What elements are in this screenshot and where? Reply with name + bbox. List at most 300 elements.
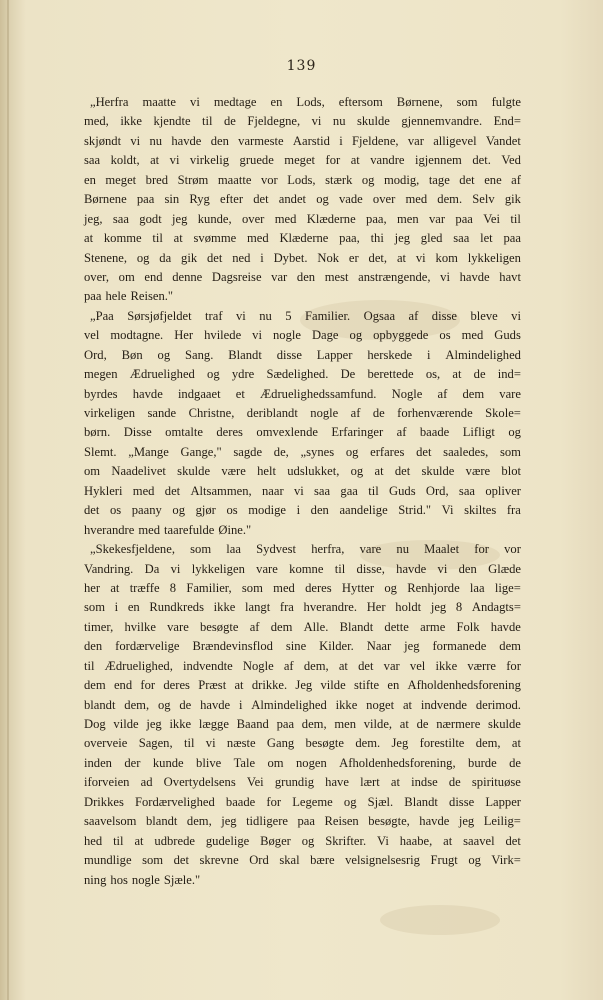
word: „Herfra — [90, 95, 129, 109]
word: havde — [459, 269, 490, 284]
word: modtagne. — [110, 328, 164, 343]
word: være — [221, 464, 246, 479]
word: Skrifter. — [325, 833, 367, 848]
word: jeg — [221, 814, 237, 829]
word: at — [511, 736, 521, 751]
word: gik — [181, 250, 198, 265]
text-line — [84, 657, 521, 676]
word: fulgte — [491, 95, 521, 109]
word: Frugt — [430, 853, 458, 868]
word: Strøm — [177, 172, 209, 187]
text-line — [84, 249, 521, 268]
text-line — [84, 540, 521, 559]
word: fra — [279, 600, 294, 615]
word: vilde, — [363, 717, 393, 731]
word: sine — [285, 639, 307, 654]
word: deriblandt — [246, 406, 298, 420]
word: derimod. — [475, 697, 521, 712]
word: End= — [493, 114, 521, 129]
word: Christne, — [188, 406, 235, 420]
word: eftersom — [338, 95, 383, 109]
word: paa, — [366, 211, 387, 226]
text-line — [84, 637, 521, 656]
word: skrevne — [199, 853, 239, 868]
word: i — [238, 697, 243, 712]
word: Lifligt — [462, 425, 495, 440]
text-line — [84, 365, 521, 384]
word: De — [340, 367, 356, 382]
word: paa, — [339, 231, 360, 246]
text-line — [84, 676, 521, 695]
word: Ord — [249, 853, 269, 868]
word: Sædelighed. — [266, 367, 329, 382]
word: opbyggede — [373, 328, 429, 343]
word: de, — [273, 444, 289, 459]
paper-stain — [380, 905, 500, 935]
word: hos — [110, 872, 128, 887]
text-line — [84, 93, 521, 112]
word: dem. — [355, 736, 381, 751]
word: Tale — [233, 755, 256, 770]
word: en — [270, 95, 283, 109]
text-line — [84, 734, 521, 753]
word: næste — [226, 736, 256, 751]
text-line — [84, 307, 521, 326]
word: Virk= — [491, 853, 521, 868]
word: Hytter — [341, 580, 375, 595]
word: og — [343, 794, 357, 809]
word: da — [159, 250, 172, 265]
word: og — [157, 697, 171, 712]
word: Ædruelighed — [129, 367, 195, 382]
word: og — [207, 367, 220, 382]
word: dem, — [186, 814, 212, 829]
word: Almindelighed — [251, 697, 327, 712]
word: nærmere — [436, 717, 481, 731]
word: Ryg — [189, 192, 210, 207]
word: skulde — [177, 464, 211, 479]
word: Fjeldene, — [352, 133, 399, 148]
word: Nogle — [242, 658, 274, 673]
word: det. — [472, 153, 491, 168]
word: det — [253, 192, 269, 207]
word: os — [226, 503, 238, 518]
word: naar — [261, 483, 284, 498]
word: den — [458, 561, 477, 576]
word: til — [152, 231, 163, 246]
word: ikke — [435, 658, 458, 673]
word: saa — [314, 483, 331, 498]
word: arme — [420, 619, 446, 634]
word: saa — [453, 231, 470, 246]
word: vi — [169, 153, 180, 168]
word: Blandt — [404, 794, 438, 809]
word: megen — [84, 367, 118, 382]
text-line — [84, 423, 521, 442]
word: Lapper — [316, 347, 353, 362]
word: mundlige — [84, 853, 132, 868]
word: Gang — [266, 736, 295, 751]
word: Aarstid — [292, 133, 330, 148]
word: herskede — [367, 347, 413, 362]
word: Alle. — [303, 619, 329, 634]
word: stifte — [353, 678, 380, 693]
word: skiltes — [464, 503, 497, 518]
word: „Skekesfjeldene, — [90, 542, 175, 557]
word: var — [383, 658, 400, 673]
word: hverandre. — [303, 600, 358, 615]
text-line — [84, 832, 521, 851]
word: vi — [437, 561, 448, 576]
word: skulde — [356, 114, 390, 129]
word: jeg — [394, 231, 411, 246]
word: at — [134, 833, 144, 848]
word: denne — [172, 269, 203, 284]
word: Børnene — [84, 192, 127, 207]
word: vi — [415, 250, 426, 265]
word: Ogsaa — [363, 308, 396, 323]
word: saa — [84, 153, 101, 168]
word: som — [499, 444, 521, 459]
word: Sjæl. — [367, 794, 394, 809]
word: at — [84, 231, 94, 246]
text-line — [84, 618, 521, 637]
word: i — [296, 503, 301, 518]
word: indvendte — [183, 658, 233, 673]
word: Jeg — [295, 678, 313, 693]
word: skal — [279, 853, 300, 868]
word: nogen — [295, 755, 327, 770]
word: Ord, — [425, 483, 449, 498]
word: nogle — [310, 406, 339, 420]
word: Nogle — [391, 386, 423, 401]
word: af — [350, 406, 361, 420]
word: det — [394, 464, 411, 479]
word: Børnene, — [396, 95, 443, 109]
word: med — [405, 192, 428, 207]
word: ind= — [497, 367, 521, 382]
word: Reisen." — [130, 289, 174, 304]
text-line — [84, 773, 521, 792]
word: Guds — [494, 328, 521, 343]
word: vi — [235, 308, 246, 323]
word: helt — [257, 464, 276, 479]
text-line — [84, 715, 521, 734]
word: ikke — [213, 600, 236, 615]
word: er — [348, 250, 359, 265]
word: nu — [259, 308, 272, 323]
word: „Mange — [128, 444, 169, 459]
word: Brændevinsflod — [192, 639, 273, 654]
word: jeg — [404, 639, 420, 654]
word: af — [437, 386, 448, 401]
word: vel — [84, 328, 100, 343]
word: Afholdenhedsforening — [407, 678, 521, 693]
word: de — [223, 114, 236, 129]
word: Drikkes — [84, 794, 124, 809]
word: fra — [506, 503, 521, 518]
word: vare — [499, 386, 521, 401]
word: vi — [440, 269, 450, 284]
word: ikke — [120, 114, 142, 129]
word: jeg — [458, 814, 475, 829]
word: over — [242, 211, 265, 226]
word: Vandet — [485, 133, 521, 148]
word: den — [84, 639, 103, 654]
word: dem — [462, 386, 485, 401]
word: Kilder. — [319, 639, 354, 654]
word: os — [109, 503, 122, 518]
text-line — [84, 132, 521, 151]
word: det — [416, 444, 432, 459]
text-line — [84, 871, 521, 890]
word: ene — [484, 172, 502, 187]
word: gik — [504, 192, 521, 207]
word: virkeligen — [84, 406, 136, 420]
word: og — [384, 580, 397, 595]
word: dem — [270, 619, 293, 634]
word: at — [150, 153, 160, 168]
word: ning — [84, 872, 107, 887]
word: Reisen — [324, 814, 359, 829]
text-line — [84, 112, 521, 131]
word: bleve — [470, 308, 498, 323]
text-line — [84, 812, 521, 831]
word: nu — [396, 542, 409, 557]
word: Nok — [317, 250, 340, 265]
word: vi — [511, 308, 521, 323]
word: Folk — [456, 619, 480, 634]
word: Vi — [377, 833, 389, 848]
word: over — [372, 192, 396, 207]
word: deres — [305, 580, 332, 595]
word: udbrede — [154, 833, 195, 848]
word: tidligere — [246, 814, 289, 829]
word: byrdes — [84, 386, 118, 401]
word: og — [350, 464, 364, 479]
text-line — [84, 521, 521, 540]
word: Fordærvelighed — [135, 794, 215, 809]
word: til — [84, 658, 95, 673]
word: blandt — [145, 814, 178, 829]
word: saa — [112, 211, 129, 226]
word: de — [179, 697, 192, 712]
word: værre — [467, 658, 497, 673]
word: dette — [384, 619, 409, 634]
word: paa — [84, 289, 102, 304]
word: medtage — [213, 95, 257, 109]
word: at — [234, 678, 244, 693]
word: vi — [170, 561, 181, 576]
word: os — [439, 328, 451, 343]
word: og — [508, 425, 521, 440]
word: af — [249, 619, 260, 634]
word: meget — [284, 153, 316, 168]
word: kom — [435, 250, 458, 265]
word: at — [396, 250, 407, 265]
word: nu — [149, 133, 163, 148]
word: med, — [84, 114, 109, 129]
word: de — [448, 775, 461, 790]
word: os, — [425, 367, 441, 382]
word: et — [235, 386, 245, 401]
word: anstrængende, — [358, 269, 431, 284]
word: omvexlende — [256, 425, 318, 440]
word: være — [465, 464, 491, 479]
word: „synes — [300, 444, 335, 459]
word: indgaaet — [177, 386, 221, 401]
word: „Paa — [90, 308, 114, 323]
text-line — [84, 346, 521, 365]
word: disse — [431, 308, 457, 323]
word: godt — [139, 211, 162, 226]
word: vare — [256, 561, 278, 576]
word: Her — [174, 328, 194, 343]
word: Naadelivet — [111, 464, 166, 479]
word: indvende — [420, 697, 468, 712]
word: at — [443, 833, 453, 848]
word: vi — [205, 736, 216, 751]
word: saavelsom — [84, 814, 137, 829]
word: andet — [278, 192, 307, 207]
word: forhenværende — [397, 406, 473, 420]
text-line — [84, 501, 521, 520]
word: svømme — [193, 231, 237, 246]
word: om — [118, 269, 135, 284]
word: erfares — [370, 444, 405, 459]
word: for — [266, 794, 282, 809]
word: Klæderne — [279, 231, 329, 246]
word: at — [399, 717, 409, 731]
word: ydre — [231, 367, 255, 382]
word: med — [138, 522, 161, 537]
word: modige — [248, 503, 287, 518]
word: det — [459, 172, 475, 187]
word: Ved — [501, 153, 521, 168]
word: og — [468, 853, 481, 868]
word: Renhjorde — [407, 580, 460, 595]
word: inden — [84, 755, 112, 770]
word: disse — [449, 794, 475, 809]
word: lige= — [494, 580, 521, 595]
word: til — [334, 561, 346, 576]
word: kjendte — [153, 114, 191, 129]
word: paa — [136, 192, 155, 207]
text-line — [84, 404, 521, 423]
word: at — [350, 153, 360, 168]
word: en — [387, 678, 400, 693]
word: gled — [420, 231, 443, 246]
word: det — [173, 853, 189, 868]
word: blandt — [84, 697, 116, 712]
body-text — [84, 93, 521, 890]
word: dem, — [303, 658, 329, 673]
word: og — [349, 328, 363, 343]
word: vor — [260, 172, 278, 187]
word: lært — [360, 775, 380, 790]
word: lægge — [198, 717, 229, 731]
text-line — [84, 210, 521, 229]
word: til — [368, 483, 379, 498]
word: Stenene, — [84, 250, 128, 265]
word: Sjæle." — [163, 872, 201, 887]
word: vilde — [320, 678, 346, 693]
word: Leilig= — [483, 814, 521, 829]
word: Øine." — [218, 522, 252, 537]
word: Erfaringer — [331, 425, 384, 440]
word: Strid." — [398, 503, 432, 518]
word: Disse — [123, 425, 152, 440]
word: det — [164, 483, 181, 498]
word: Legeme — [292, 794, 333, 809]
word: af — [511, 172, 521, 187]
word: som — [456, 95, 478, 109]
text-line — [84, 229, 521, 248]
word: til — [183, 736, 195, 751]
word: Lapper — [485, 794, 521, 809]
page-number: 139 — [286, 58, 317, 74]
word: de — [372, 406, 385, 420]
word: om — [267, 755, 284, 770]
word: virkelig — [189, 153, 230, 168]
word: det — [505, 833, 521, 848]
word: Sang. — [185, 347, 214, 362]
word: bære — [310, 853, 335, 868]
word: Her — [366, 600, 386, 615]
word: Vi — [441, 503, 454, 518]
word: Sydvest — [256, 542, 297, 557]
word: omtalte — [165, 425, 203, 440]
word: jeg — [430, 600, 447, 615]
text-line — [84, 579, 521, 598]
word: men — [334, 717, 357, 731]
word: vare — [359, 542, 382, 557]
word: lykkeligen — [467, 250, 521, 265]
text-line — [84, 696, 521, 715]
word: Ædruelighed, — [104, 658, 173, 673]
text-line — [84, 385, 521, 404]
word: som — [241, 580, 263, 595]
word: den — [310, 503, 329, 518]
word: at — [338, 658, 348, 673]
word: Skole= — [485, 406, 521, 420]
word: Rundkreds — [149, 600, 204, 615]
word: nu — [332, 114, 346, 129]
word: Dog — [84, 717, 106, 731]
word: for — [506, 658, 521, 673]
word: gruede — [239, 153, 274, 168]
word: stærk — [325, 172, 353, 187]
word: laa — [469, 580, 485, 595]
word: alligevel — [433, 133, 477, 148]
text-line — [84, 851, 521, 870]
word: børn. — [84, 425, 111, 440]
word: baade — [419, 425, 450, 440]
word: ad — [140, 775, 153, 790]
word: paany — [131, 503, 162, 518]
word: at — [173, 231, 183, 246]
word: Vei — [483, 211, 501, 226]
word: det, — [368, 250, 388, 265]
word: paa — [455, 211, 473, 226]
word: og — [172, 503, 185, 518]
word: for — [474, 542, 489, 557]
word: hed — [84, 833, 103, 848]
text-line — [84, 754, 521, 773]
word: 5 — [285, 308, 292, 323]
word: let — [480, 231, 493, 246]
word: saa — [458, 483, 476, 498]
